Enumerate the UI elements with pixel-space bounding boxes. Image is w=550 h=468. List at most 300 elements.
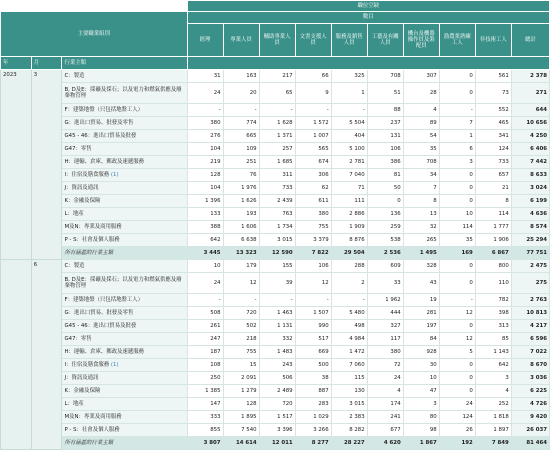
year-label: 年 xyxy=(1,57,32,70)
value-cell: - xyxy=(223,294,259,307)
industry-label: G：進出口貿易、批發及零售 xyxy=(64,119,134,126)
industry-label: I：住宿及膳食服務 xyxy=(64,361,110,368)
value-cell: 1 685 xyxy=(259,156,295,169)
total-cell: 4 726 xyxy=(511,398,549,411)
value-cell: 8 xyxy=(403,195,439,208)
value-cell: - xyxy=(295,104,331,117)
value-cell: 328 xyxy=(403,260,439,273)
value-cell: 380 xyxy=(295,208,331,221)
value-cell: 0 xyxy=(439,182,475,195)
total-cell: 7 022 xyxy=(511,346,549,359)
value-cell: 1 507 xyxy=(295,307,331,320)
total-cell: 81 464 xyxy=(511,437,549,450)
industry-cell xyxy=(62,221,187,234)
value-cell: 29 504 xyxy=(331,247,367,260)
industry-label: M及N：專業及商用服務 xyxy=(64,223,122,230)
industry-cell xyxy=(62,294,187,307)
value-cell: 155 xyxy=(259,260,295,273)
value-cell: 887 xyxy=(295,385,331,398)
value-cell: 2 781 xyxy=(331,156,367,169)
value-cell: 237 xyxy=(367,117,403,130)
month-cell: 3 xyxy=(31,70,62,260)
value-cell: 1 463 xyxy=(259,307,295,320)
value-cell: 1 279 xyxy=(223,385,259,398)
value-cell: 39 xyxy=(259,273,295,294)
industry-cell xyxy=(62,372,187,385)
value-cell: 720 xyxy=(259,398,295,411)
value-cell: 782 xyxy=(475,294,511,307)
value-cell: 774 xyxy=(223,117,259,130)
value-cell: 28 227 xyxy=(331,437,367,450)
value-cell: 2 439 xyxy=(259,195,295,208)
value-cell: 4 xyxy=(475,385,511,398)
value-cell: 1 472 xyxy=(331,346,367,359)
total-cell: 3 036 xyxy=(511,372,549,385)
value-cell: 6 867 xyxy=(475,247,511,260)
table-row xyxy=(1,70,550,83)
table-row xyxy=(1,372,550,385)
industry-label: J：資訊及通訊 xyxy=(64,184,99,191)
value-cell: 35 xyxy=(403,143,439,156)
value-cell: 1 xyxy=(439,130,475,143)
value-cell: 2 489 xyxy=(259,385,295,398)
industry-label: G47：零售 xyxy=(64,335,92,342)
industry-label: L：地產 xyxy=(64,400,84,407)
value-cell: 669 xyxy=(295,346,331,359)
value-cell: 217 xyxy=(259,70,295,83)
industry-label: M及N：專業及商用服務 xyxy=(64,413,122,420)
value-cell: 110 xyxy=(475,273,511,294)
total-cell: 275 xyxy=(511,273,549,294)
table-header xyxy=(1,1,550,70)
value-cell: 1 867 xyxy=(403,437,439,450)
total-cell: 4 636 xyxy=(511,208,549,221)
total-cell: 271 xyxy=(511,83,549,104)
value-cell: 855 xyxy=(187,424,223,437)
year-cell xyxy=(1,260,32,450)
value-cell: 733 xyxy=(259,182,295,195)
table-row xyxy=(1,273,550,294)
value-cell: 32 xyxy=(403,221,439,234)
value-cell: 24 xyxy=(367,372,403,385)
value-cell: 313 xyxy=(475,320,511,333)
value-cell: 720 xyxy=(223,307,259,320)
value-cell: - xyxy=(331,104,367,117)
value-cell: 1 xyxy=(331,83,367,104)
total-cell: 10 656 xyxy=(511,117,549,130)
value-cell: 12 590 xyxy=(259,247,295,260)
value-cell: 13 xyxy=(403,208,439,221)
value-cell: 508 xyxy=(187,307,223,320)
value-cell: 2 xyxy=(331,273,367,294)
industry-cell xyxy=(62,195,187,208)
occupation-header: 專業人員 xyxy=(223,24,259,57)
value-cell: 73 xyxy=(475,83,511,104)
value-cell: 114 xyxy=(475,208,511,221)
value-cell: - xyxy=(439,294,475,307)
table-row xyxy=(1,260,550,273)
value-cell: 763 xyxy=(259,208,295,221)
industry-label: B, D及E：採礦及採石；以及電力和燃氣供應及廢棄物管理 xyxy=(64,86,182,99)
value-cell: 3 xyxy=(403,398,439,411)
month-label: 月 xyxy=(31,57,62,70)
industry-cell xyxy=(62,83,187,104)
value-cell: 8 876 xyxy=(331,234,367,247)
total-row xyxy=(1,247,550,260)
occupation-header: 機台及機器操作員及裝配員 xyxy=(403,24,439,57)
value-cell: 88 xyxy=(367,104,403,117)
industry-label: H：運輸、倉庫、郵政及速遞服務 xyxy=(64,158,144,165)
value-cell: 108 xyxy=(187,359,223,372)
value-cell: 1 385 xyxy=(187,385,223,398)
industry-label: C：製造 xyxy=(64,72,85,79)
occupation-header: 總計 xyxy=(511,24,549,57)
value-cell: 21 xyxy=(475,182,511,195)
industry-cell xyxy=(62,117,187,130)
value-cell: 283 xyxy=(295,398,331,411)
value-cell: 674 xyxy=(295,156,331,169)
industry-label: H：運輸、倉庫、郵政及速遞服務 xyxy=(64,348,144,355)
value-cell: 3 015 xyxy=(259,234,295,247)
value-cell: 10 xyxy=(439,208,475,221)
value-cell: 12 011 xyxy=(259,437,295,450)
value-cell: 133 xyxy=(187,208,223,221)
value-cell: 31 xyxy=(187,70,223,83)
value-cell: 43 xyxy=(403,273,439,294)
industry-cell xyxy=(62,104,187,117)
value-cell: 20 xyxy=(223,83,259,104)
industry-label: K：金融及保險 xyxy=(64,197,101,204)
total-cell: 10 813 xyxy=(511,307,549,320)
value-cell: 1 897 xyxy=(475,424,511,437)
total-cell: 8 633 xyxy=(511,169,549,182)
industry-label: 所有涵蓋的行業主類 xyxy=(64,249,113,256)
value-cell: 1 909 xyxy=(331,221,367,234)
value-cell: 128 xyxy=(223,398,259,411)
value-cell: 5 xyxy=(439,346,475,359)
value-cell: 3 396 xyxy=(259,424,295,437)
value-cell: 252 xyxy=(475,398,511,411)
value-cell: 4 984 xyxy=(331,333,367,346)
value-cell: 80 xyxy=(403,411,439,424)
table-row xyxy=(1,346,550,359)
value-cell: 1 371 xyxy=(259,130,295,143)
value-cell: - xyxy=(259,294,295,307)
value-cell: 169 xyxy=(439,247,475,260)
value-cell: 7 540 xyxy=(223,424,259,437)
table-row xyxy=(1,195,550,208)
total-cell: 2 475 xyxy=(511,260,549,273)
value-cell: 66 xyxy=(295,70,331,83)
value-cell: 5 100 xyxy=(331,143,367,156)
value-cell: 3 379 xyxy=(295,234,331,247)
occupation-header: 工藝及有關人員 xyxy=(367,24,403,57)
value-cell: 24 xyxy=(187,83,223,104)
value-cell: 192 xyxy=(439,437,475,450)
total-cell: 25 294 xyxy=(511,234,549,247)
total-cell: 26 037 xyxy=(511,424,549,437)
value-cell: 0 xyxy=(439,169,475,182)
value-cell: 465 xyxy=(475,117,511,130)
value-cell: 1 029 xyxy=(295,411,331,424)
occupation-header: 輔助專業人員 xyxy=(259,24,295,57)
value-cell: 444 xyxy=(367,307,403,320)
month-cell: 6 xyxy=(31,260,62,450)
industry-cell xyxy=(62,130,187,143)
value-cell: 219 xyxy=(187,156,223,169)
value-cell: 341 xyxy=(475,130,511,143)
industry-label: P - S：社會及個人服務 xyxy=(64,236,120,243)
industry-cell xyxy=(62,208,187,221)
year-cell: 2023 xyxy=(1,70,32,260)
industry-cell xyxy=(62,346,187,359)
value-cell: 7 xyxy=(439,117,475,130)
value-cell: 7 060 xyxy=(331,359,367,372)
value-cell: 250 xyxy=(187,372,223,385)
total-cell: 644 xyxy=(511,104,549,117)
total-cell: 9 420 xyxy=(511,411,549,424)
value-cell: 12 xyxy=(439,333,475,346)
value-cell: 642 xyxy=(187,234,223,247)
value-cell: 380 xyxy=(367,346,403,359)
value-cell: 85 xyxy=(475,333,511,346)
table-row xyxy=(1,411,550,424)
total-cell: 4 217 xyxy=(511,320,549,333)
value-cell: 561 xyxy=(475,70,511,83)
value-cell: 755 xyxy=(223,346,259,359)
occupation-header: 經理 xyxy=(187,24,223,57)
occupation-header: 文書支援人員 xyxy=(295,24,331,57)
industry-label: 行業主類 xyxy=(62,57,187,70)
value-cell: 47 xyxy=(403,385,439,398)
value-cell: 35 xyxy=(439,234,475,247)
value-cell: 12 xyxy=(439,307,475,320)
value-cell: 333 xyxy=(187,411,223,424)
value-cell: 259 xyxy=(367,221,403,234)
value-cell: 193 xyxy=(223,208,259,221)
industry-cell xyxy=(62,320,187,333)
value-cell: 12 xyxy=(295,273,331,294)
table-body xyxy=(1,70,550,450)
table-row xyxy=(1,385,550,398)
total-cell: 4 250 xyxy=(511,130,549,143)
value-cell: 538 xyxy=(367,234,403,247)
value-cell: 174 xyxy=(367,398,403,411)
value-cell: 0 xyxy=(439,260,475,273)
value-cell: 62 xyxy=(295,182,331,195)
industry-label: L：地產 xyxy=(64,210,84,217)
table-row xyxy=(1,359,550,372)
value-cell: 1 818 xyxy=(475,411,511,424)
value-cell: 104 xyxy=(187,182,223,195)
total-cell: 3 024 xyxy=(511,182,549,195)
value-cell: 65 xyxy=(259,83,295,104)
value-cell: 106 xyxy=(295,260,331,273)
value-cell: 4 xyxy=(403,104,439,117)
value-cell: - xyxy=(259,104,295,117)
industry-cell xyxy=(62,359,187,372)
value-cell: 1 734 xyxy=(259,221,295,234)
value-cell: 3 xyxy=(439,156,475,169)
table-row xyxy=(1,424,550,437)
value-cell: 1 483 xyxy=(259,346,295,359)
value-cell: 1 495 xyxy=(403,247,439,260)
table-row xyxy=(1,156,550,169)
value-cell: 1 131 xyxy=(259,320,295,333)
occupation-header: 服務及銷售人員 xyxy=(331,24,367,57)
value-cell: 0 xyxy=(439,359,475,372)
value-cell: 10 xyxy=(187,260,223,273)
value-cell: 19 xyxy=(403,294,439,307)
value-cell: 1 143 xyxy=(475,346,511,359)
industry-label: C：製造 xyxy=(64,262,85,269)
value-cell: 0 xyxy=(439,195,475,208)
value-cell: 8 xyxy=(475,195,511,208)
value-cell: 642 xyxy=(475,359,511,372)
value-cell: 3 445 xyxy=(187,247,223,260)
total-cell: 8 574 xyxy=(511,221,549,234)
table-row xyxy=(1,83,550,104)
value-cell: 12 xyxy=(223,273,259,294)
value-cell: 1 906 xyxy=(475,234,511,247)
table-row xyxy=(1,221,550,234)
value-cell: 84 xyxy=(403,333,439,346)
value-cell: 81 xyxy=(367,169,403,182)
value-cell: 552 xyxy=(475,104,511,117)
value-cell: 109 xyxy=(223,143,259,156)
value-cell: 0 xyxy=(439,70,475,83)
value-cell: 307 xyxy=(403,70,439,83)
occupation-header: 非技術工人 xyxy=(475,24,511,57)
value-cell: 117 xyxy=(367,333,403,346)
value-cell: 611 xyxy=(295,195,331,208)
value-cell: 9 xyxy=(295,83,331,104)
table-row xyxy=(1,182,550,195)
value-cell: 124 xyxy=(475,143,511,156)
total-cell: 6 199 xyxy=(511,195,549,208)
table-row xyxy=(1,130,550,143)
value-cell: 0 xyxy=(439,320,475,333)
value-cell: 243 xyxy=(259,359,295,372)
value-cell: 5 504 xyxy=(331,117,367,130)
value-cell: 257 xyxy=(259,143,295,156)
value-cell: 386 xyxy=(367,156,403,169)
value-cell: 0 xyxy=(439,83,475,104)
value-cell: 24 xyxy=(187,273,223,294)
industry-label: 所有涵蓋的行業主類 xyxy=(64,439,113,446)
value-cell: 130 xyxy=(331,385,367,398)
industry-cell xyxy=(62,247,187,260)
value-cell: 187 xyxy=(187,346,223,359)
footnote-link[interactable]: (1) xyxy=(110,171,119,178)
value-cell: 128 xyxy=(187,169,223,182)
industry-cell xyxy=(62,411,187,424)
table-row xyxy=(1,169,550,182)
value-cell: 755 xyxy=(295,221,331,234)
industry-cell xyxy=(62,143,187,156)
total-cell: 2 378 xyxy=(511,70,549,83)
value-cell: 0 xyxy=(439,385,475,398)
value-cell: 733 xyxy=(475,156,511,169)
value-cell: 3 266 xyxy=(295,424,331,437)
value-cell: 708 xyxy=(403,156,439,169)
value-cell: 1 628 xyxy=(259,117,295,130)
total-row xyxy=(1,437,550,450)
value-cell: 24 xyxy=(439,398,475,411)
industry-cell xyxy=(62,385,187,398)
industry-cell xyxy=(62,273,187,294)
value-cell: 10 xyxy=(403,372,439,385)
industry-cell xyxy=(62,182,187,195)
value-cell: 179 xyxy=(223,260,259,273)
value-cell: - xyxy=(331,294,367,307)
value-cell: 1 895 xyxy=(223,411,259,424)
value-cell: 7 xyxy=(403,182,439,195)
value-cell: 124 xyxy=(439,411,475,424)
footnote-link[interactable]: (1) xyxy=(110,361,119,368)
value-cell: 325 xyxy=(331,70,367,83)
value-cell: 327 xyxy=(367,320,403,333)
industry-label: G47：零售 xyxy=(64,145,92,152)
total-cell: 77 751 xyxy=(511,247,549,260)
value-cell: - xyxy=(187,294,223,307)
industry-label: F：建築地盤（只包括地盤工人） xyxy=(64,296,144,303)
value-cell: 0 xyxy=(439,273,475,294)
value-cell: 1 777 xyxy=(475,221,511,234)
value-cell: 2 091 xyxy=(223,372,259,385)
occupation-group-label: 主要職業組別 xyxy=(1,12,188,57)
value-cell: 114 xyxy=(439,221,475,234)
value-cell: 26 xyxy=(439,424,475,437)
value-cell: 1 517 xyxy=(259,411,295,424)
value-cell: 288 xyxy=(331,260,367,273)
industry-cell xyxy=(62,169,187,182)
value-cell: 281 xyxy=(403,307,439,320)
table-row xyxy=(1,117,550,130)
occupation-header: 漁農業熟練工人 xyxy=(439,24,475,57)
industry-label: J：資訊及通訊 xyxy=(64,374,99,381)
value-cell: 1 976 xyxy=(223,182,259,195)
industry-cell xyxy=(62,156,187,169)
value-cell: 2 536 xyxy=(367,247,403,260)
value-cell: 50 xyxy=(367,182,403,195)
value-cell: 76 xyxy=(223,169,259,182)
value-cell: 3 015 xyxy=(331,398,367,411)
value-cell: 241 xyxy=(367,411,403,424)
value-cell: 111 xyxy=(331,195,367,208)
total-cell: 6 225 xyxy=(511,385,549,398)
value-cell: 0 xyxy=(439,372,475,385)
value-cell: 115 xyxy=(331,372,367,385)
value-cell: 131 xyxy=(367,130,403,143)
value-cell: - xyxy=(223,104,259,117)
total-cell: 2 763 xyxy=(511,294,549,307)
table-row xyxy=(1,398,550,411)
value-cell: 1 626 xyxy=(223,195,259,208)
value-cell: 306 xyxy=(295,169,331,182)
value-cell: 38 xyxy=(295,372,331,385)
industry-label: G45 - 46：進出口貿易及批發 xyxy=(64,322,137,329)
industry-cell xyxy=(62,70,187,83)
total-cell: 7 442 xyxy=(511,156,549,169)
value-cell: 54 xyxy=(403,130,439,143)
value-cell: 609 xyxy=(367,260,403,273)
value-cell: 247 xyxy=(187,333,223,346)
industry-label: P - S：社會及個人服務 xyxy=(64,426,120,433)
value-cell: 14 614 xyxy=(223,437,259,450)
value-cell: 71 xyxy=(331,182,367,195)
value-cell: 498 xyxy=(331,320,367,333)
